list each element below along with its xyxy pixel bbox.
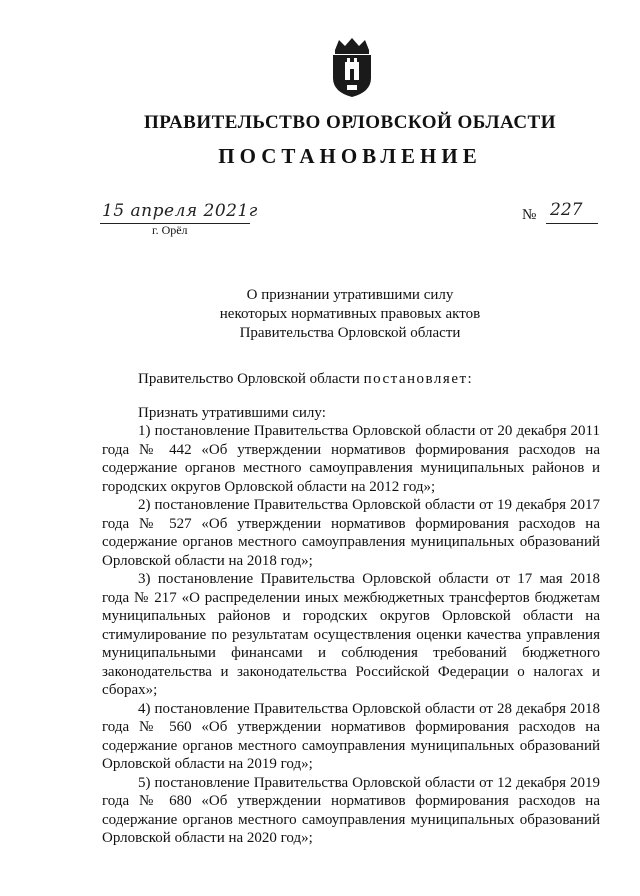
list-item: 4) постановление Правительства Орловской области от 28 декабря 2018 года № 560 «Об утверждении нормативов формирования расходов на содержание органов местного самоуправления муниципальных образований Орловской области на 2019 год»; [102, 700, 600, 772]
list-item: 2) постановление Правительства Орловской области от 19 декабря 2017 года № 527 «Об утверждении нормативов формирования расходов на содержание органов местного самоуправления муниципальных образований Орловской области на 2018 год»; [102, 497, 600, 569]
document-type-title: ПОСТАНОВЛЕНИЕ [218, 144, 482, 168]
subject-line: Правительства Орловской области [239, 325, 461, 341]
organization-title: ПРАВИТЕЛЬСТВО ОРЛОВСКОЙ ОБЛАСТИ [143, 112, 556, 133]
preamble-verb: постановляет: [363, 371, 474, 387]
list-item: 1) постановление Правительства Орловской области от 20 декабря 2011 года № 442 «Об утверждении нормативов формирования расходов на содержание органов местного самоуправления муниципальных районов и городских округов Орловской области на 2012 год»; [102, 423, 600, 495]
intro-paragraph: Признать утратившими силу: [138, 404, 326, 421]
list-item: 5) постановление Правительства Орловской области от 12 декабря 2019 года № 680 «Об утверждении нормативов формирования расходов на содержание органов местного самоуправления муниципальных образований Орловской области на 2020 год»; [102, 774, 600, 846]
list-item: 3) постановление Правительства Орловской области от 17 мая 2018 года № 217 «О распределении иных межбюджетных трансфертов бюджетам муниципальных районов и городских округов Орловской области на стимулирование по результатам осуществления оценки качества управления муниципальными финансами и соблюдения требований бюджетного законодательства и законодательства Российской Федерации о налогах и сборах»; [102, 571, 600, 698]
handwritten-number: 227 [550, 200, 583, 220]
number-label: № [522, 207, 537, 223]
document-subject [0, 286, 640, 343]
subject-line: О признании утратившими силу [246, 287, 454, 303]
orel-oblast-coat-of-arms-icon [327, 36, 377, 98]
document-body [102, 370, 600, 848]
city-label: г. Орёл [152, 223, 188, 237]
handwritten-date: 15 апреля 2021г [102, 201, 258, 221]
preamble [102, 370, 600, 389]
subject-line: некоторых нормативных правовых актов [219, 306, 481, 322]
preamble-text: Правительство Орловской области [138, 371, 364, 387]
